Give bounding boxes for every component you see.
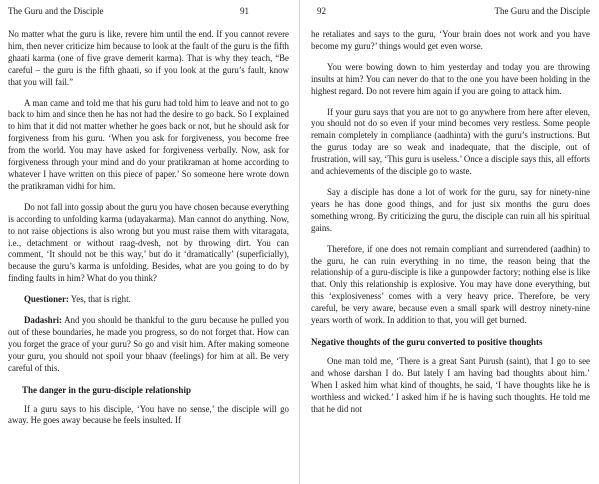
paragraph: A man came and told me that his guru had told him to leave and not to go back to him and since then he has not had the desire to go back. So I explained to him that it did not matter whether he goes back or not, but he should ask for forgiveness from his guru. ‘When you ask for forgiveness, you become free from the world. You may have asked for forgiveness verbally. Now, ask for forgiveness through your mind and do your pratikraman at home according to whatever I have written on this piece of paper.’ So someone here wrote down the pratikraman vidhi for him. — [8, 97, 289, 191]
paragraph: If your guru says that you are not to go anywhere from here after eleven, you should not do so even if your mind becomes very restless. Some people remain completely in compliance (aadhinta) with the guru’s instructions. But the gurus today are so weak and inadequate, that the disciple, out of frustration, will say, ‘This guru is useless.’ Once a disciple says this, all efforts and achievements of the disciple go to waste. — [311, 106, 590, 177]
speaker-label: Questioner: — [24, 294, 69, 305]
right-page — [299, 0, 598, 484]
paragraph: One man told me, ‘There is a great Sant Purush (saint), that I go to see and whose darshan I do. But lately I am having bad thoughts about him.’ When I asked him what kind of thoughts, he said, ‘I have thoughts like he is worthless and wicked.’ I asked him if he is having such thoughts. He told me that he did not — [311, 355, 590, 414]
page-number: 92 — [317, 6, 326, 16]
speaker-label: Dadashri: — [24, 315, 62, 326]
running-title: The Guru and the Disciple — [494, 6, 590, 16]
section-heading: The danger in the guru-disciple relationship — [22, 384, 191, 395]
paragraph: Therefore, if one does not remain compliant and surrendered (aadhin) to the guru, he can ruin everything in no time, the reason being that the relationship of a guru-disciple is like a gunpowder factory; nothing else is like that. Only this relationship is explosive. You may have done everything, but this ‘explosiveness’ comes with a very heavy price. Therefore, be very careful, be very aware, because even a small spark will destroy ninety-nine years worth of work. In addition to that, you will get burned. — [311, 243, 590, 326]
left-running-head — [8, 6, 289, 16]
paragraph: Do not fall into gossip about the guru you have chosen because everything is according to unfolding karma (udayakarma). Man cannot do anything. Now, to not raise objections is also wrong but you must raise them with vitaragata, i.e., detachment or without raag-dvesh, not by throwing dirt. You can comment, ‘It should not be this way,’ but do it ‘dramatically’ (superficially), because the guru’s karma is unfolding. Besides, what are you going to do by finding faults in him? What do you think? — [8, 201, 289, 284]
paragraph: he retaliates and says to the guru, ‘Your brain does not work and you have become my guru?’ things would get even worse. — [311, 29, 590, 51]
paragraph: No matter what the guru is like, revere him until the end. If you cannot revere him, then never criticize him because to look at the fault of the guru is the fifth ghaati karma (one of five grave demerit karma). That is why they teach, “Be careful – the guru is the fifth ghaati, so if you look at the guru’s fault, know that you will fail.” — [8, 29, 289, 87]
dadashri-paragraph — [8, 315, 289, 375]
left-page — [0, 0, 299, 484]
paragraph: If a guru says to his disciple, ‘You have no sense,’ the disciple will go away. He goes away because he feels insulted. If — [8, 403, 289, 426]
section-heading: Negative thoughts of the guru converted to positive thoughts — [311, 336, 543, 347]
paragraph: You were bowing down to him yesterday and today you are throwing insults at him? You can never do that to the one you have been holding in the highest regard. Do not revere him again if you are going to attack him. — [311, 61, 590, 96]
page-number: 91 — [240, 6, 249, 16]
running-title: The Guru and the Disciple — [8, 6, 104, 16]
dialogue-text: Yes, that is right. — [68, 294, 131, 305]
dialogue-text: And you should be thankful to the guru because he pulled you out of these boundaries, he made you progress, so do not forget that. How can you forget the grace of your guru? So go and visit him. After making someone your guru, you should not spoil your bhaav (feelings) for him at all. Be very careful of this. — [8, 315, 289, 373]
right-running-head — [311, 6, 590, 16]
paragraph: Say a disciple has done a lot of work for the guru, say for ninety-nine years he has done good things, and for just six months the guru does something wrong. By criticizing the guru, the disciple can ruin all his spiritual gains. — [311, 186, 590, 233]
questioner-paragraph — [8, 294, 289, 306]
